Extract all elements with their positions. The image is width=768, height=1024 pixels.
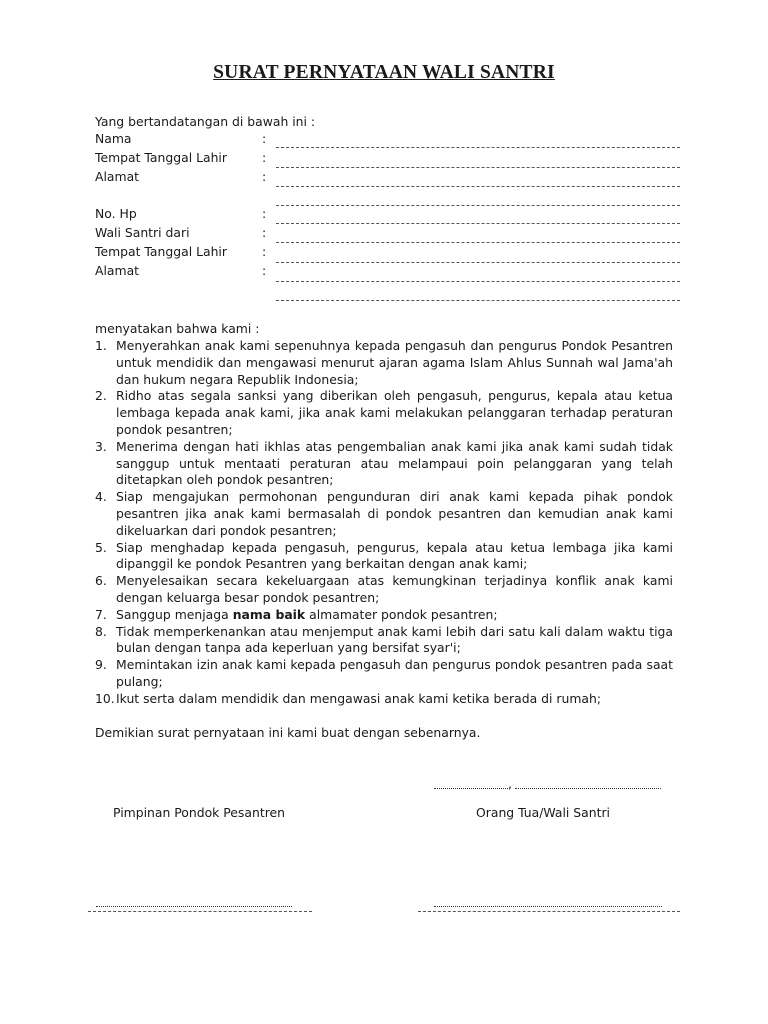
list-item (95, 691, 673, 708)
list-text: Siap mengajukan permohonan pengunduran diri anak kami kepada pihak pondok pesantren jika anak kami bermasalah di pondok pesantren dan kemudian anak kami dikeluarkan dari pondok pesantren; (116, 489, 673, 538)
field-label-no-hp: No. Hp (95, 206, 137, 221)
list-item (95, 489, 673, 539)
list-number: 9. (95, 657, 107, 673)
field-colon: : (262, 131, 267, 146)
list-text-before: Sanggup menjaga (116, 606, 233, 622)
list-text: Tidak memperkenankan atau menjemput anak kami lebih dari satu kali dalam waktu tiga bulan dengan tanpa ada keperluan yang bersifat syar'i; (116, 623, 673, 656)
list-item (95, 657, 673, 691)
closing-text: Demikian surat pernyataan ini kami buat dengan sebenarnya. (95, 725, 481, 740)
field-colon: : (262, 244, 267, 259)
list-item (95, 573, 673, 607)
date-separator: , (508, 776, 512, 791)
fill-line[interactable] (276, 205, 680, 206)
signature-underline-wali (418, 911, 680, 912)
list-number: 8. (95, 623, 107, 639)
list-number: 1. (95, 338, 107, 353)
field-label-wali-santri-dari: Wali Santri dari (95, 225, 190, 240)
list-text: Menerima dengan hati ikhlas atas pengembalian anak kami jika anak kami sudah tidak sanggup untuk mentaati peraturan atau melampaui poin pelanggaran yang telah ditetapkan oleh pondok pesantren; (116, 438, 673, 488)
list-number: 3. (95, 438, 107, 454)
field-colon: : (262, 150, 267, 165)
list-number: 4. (95, 489, 107, 505)
statement-lead: menyatakan bahwa kami : (95, 321, 260, 336)
list-item (95, 388, 673, 438)
list-text: Memintakan izin anak kami kepada pengasuh dan pengurus pondok pesantren pada saat pulang; (116, 657, 673, 689)
field-colon: : (262, 263, 267, 278)
list-item (95, 338, 673, 388)
fill-line[interactable] (276, 281, 680, 282)
list-text: Siap menghadap kepada pengasuh, pengurus, kepala atau ketua lembaga jika kami dipanggil ke pondok Pesantren yang berkaitan dengan anak kami; (116, 539, 673, 572)
list-text: Menyelesaikan secara kekeluargaan atas kemungkinan terjadinya konflik anak kami dengan keluarga besar pondok pesantren; (116, 573, 673, 605)
statement-list (95, 338, 673, 708)
fill-line[interactable] (276, 262, 680, 263)
list-number: 7. (95, 606, 107, 622)
field-colon: : (262, 225, 267, 240)
list-number: 6. (95, 573, 107, 589)
field-label-tempat-tanggal-lahir-santri: Tempat Tanggal Lahir (95, 244, 227, 259)
signature-line-pimpinan[interactable] (96, 906, 292, 907)
list-item (95, 607, 673, 624)
list-text: Menyerahkan anak kami sepenuhnya kepada pengasuh dan pengurus Pondok Pesantren untuk mendidik dan mengawasi menurut ajaran agama Islam Ahlus Sunnah wal Jama'ah dan hukum negara Republik Indonesia; (116, 338, 673, 387)
intro-text: Yang bertandatangan di bawah ini : (95, 114, 316, 129)
place-fill-line[interactable] (434, 788, 508, 789)
signature-line-wali[interactable] (434, 906, 662, 907)
fill-line[interactable] (276, 223, 680, 224)
list-text: Ridho atas segala sanksi yang diberikan oleh pengasuh, pengurus, kepala atau ketua lembaga kepada anak kami, jika anak kami melakukan pelanggaran terhadap peraturan pondok pesantren; (116, 388, 673, 437)
list-item (95, 540, 673, 574)
document-title: SURAT PERNYATAAN WALI SANTRI (213, 62, 555, 83)
fill-line[interactable] (276, 167, 680, 168)
field-label-alamat: Alamat (95, 169, 140, 184)
list-item (95, 439, 673, 489)
field-colon: : (262, 206, 267, 221)
field-label-tempat-tanggal-lahir: Tempat Tanggal Lahir (95, 150, 227, 165)
fill-line[interactable] (276, 242, 680, 243)
field-label-alamat-santri: Alamat (95, 263, 140, 278)
list-number: 2. (95, 388, 107, 404)
field-colon: : (262, 169, 267, 184)
signature-label-wali: Orang Tua/Wali Santri (476, 805, 610, 820)
date-fill-line[interactable] (515, 788, 661, 789)
list-number: 5. (95, 539, 107, 555)
list-text-after: almamater pondok pesantren; (305, 606, 498, 622)
list-text: Ikut serta dalam mendidik dan mengawasi anak kami ketika berada di rumah; (116, 690, 602, 706)
field-label-nama: Nama (95, 131, 132, 146)
list-item (95, 624, 673, 658)
fill-line[interactable] (276, 300, 680, 301)
signature-label-pimpinan: Pimpinan Pondok Pesantren (113, 805, 285, 820)
list-number: 10. (95, 690, 115, 706)
fill-line[interactable] (276, 186, 680, 187)
list-text-bold: nama baik (232, 606, 306, 622)
fill-line[interactable] (276, 147, 680, 148)
signature-underline-pimpinan (88, 911, 312, 912)
